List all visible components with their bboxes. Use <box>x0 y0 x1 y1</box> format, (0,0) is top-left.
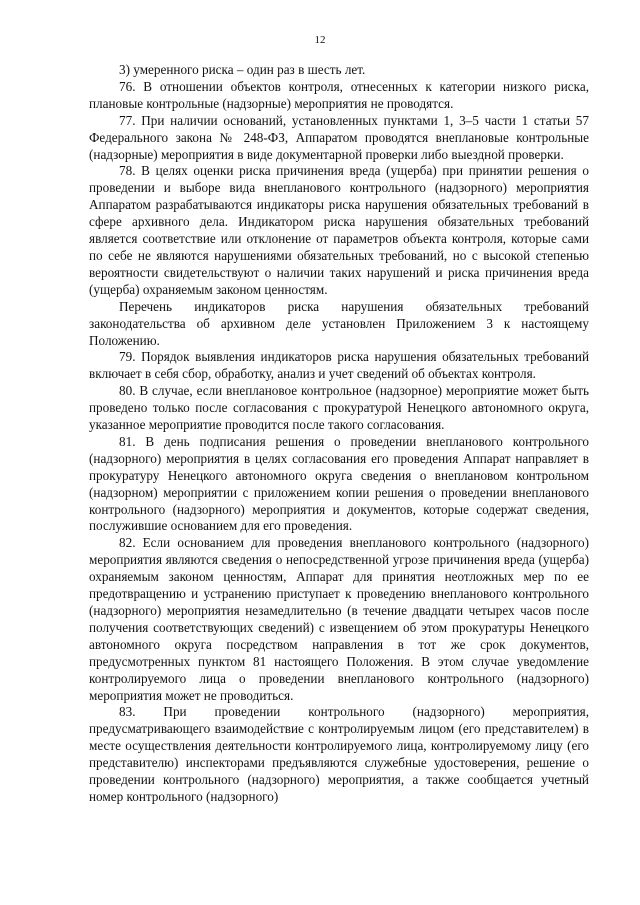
paragraph-80: 80. В случае, если внеплановое контрольное (надзорное) мероприятие может быть проведено только после согласования с прокуратурой Ненецкого автономного округа, указанное мероприятие проводится после такого согласования. <box>89 383 589 433</box>
paragraph-83: 83. При проведении контрольного (надзорного) мероприятия, предусматривающего взаимодействие с контролируемым лицом (его представителем) в месте осуществления деятельности контролируемого лица, контролируемому лицу (его представителю) инспекторами предъявляются служебные удостоверения, решение о проведении контрольного (надзорного) мероприятия, а также сообщается учетный номер контрольного (надзорного) <box>89 704 589 804</box>
paragraph-79: 79. Порядок выявления индикаторов риска нарушения обязательных требований включает в себя сбор, обработку, анализ и учет сведений об объектах контроля. <box>89 349 589 382</box>
paragraph-81: 81. В день подписания решения о проведении внепланового контрольного (надзорного) мероприятия в целях согласования его проведения Аппарат направляет в прокуратуру Ненецкого автономного округа сведения о внеплановом контрольном (надзорном) мероприятии с приложением копии решения о проведении внепланового контрольного (надзорного) мероприятия и документов, которые содержат сведения, послужившие основанием для его проведения. <box>89 433 589 534</box>
paragraph-76: 76. В отношении объектов контроля, отнесенных к категории низкого риска, плановые контрольные (надзорные) мероприятия не проводятся. <box>89 78 589 111</box>
paragraph-risk-moderate: 3) умеренного риска – один раз в шесть лет. <box>119 62 366 77</box>
paragraph-indicators-list: Перечень индикаторов риска нарушения обязательных требований законодательства об архивном деле установлен Приложением 3 к настоящему Положению. <box>89 298 589 348</box>
page-number: 12 <box>314 34 326 46</box>
paragraph-77: 77. При наличии оснований, установленных пунктами 1, 3–5 части 1 статьи 57 Федерального закона № 248-ФЗ, Аппаратом проводятся внеплановые контрольные (надзорные) мероприятия в виде документарной проверки либо выездной проверки. <box>89 112 589 162</box>
document-body <box>89 62 589 806</box>
paragraph-78: 78. В целях оценки риска причинения вреда (ущерба) при принятии решения о проведении и выборе вида внепланового контрольного (надзорного) мероприятия Аппаратом разрабатываются индикаторы риска нарушения обязательных требований в сфере архивного дела. Индикатором риска нарушения обязательных требований является соответствие или отклонение от параметров объекта контроля, которые сами по себе не являются нарушениями обязательных требований, но с высокой степенью вероятности свидетельствуют о наличии таких нарушений и риска причинения вреда (ущерба) охраняемым законом ценностям. <box>89 163 589 297</box>
paragraph-82: 82. Если основанием для проведения внепланового контрольного (надзорного) мероприятия являются сведения о непосредственной угрозе причинения вреда (ущерба) охраняемым законом ценностям, Аппарат для принятия неотложных мер по ее предотвращению и устранению приступает к проведению внепланового контрольного (надзорного) мероприятия незамедлительно (в течение двадцати четырех часов после получения соответствующих сведений) с извещением об этом прокуратуры Ненецкого автономного округа посредством направления в тот же срок документов, предусмотренных пунктом 81 настоящего Положения. В этом случае уведомление контролируемого лица о проведении внепланового контрольного (надзорного) мероприятия может не проводиться. <box>89 535 589 703</box>
